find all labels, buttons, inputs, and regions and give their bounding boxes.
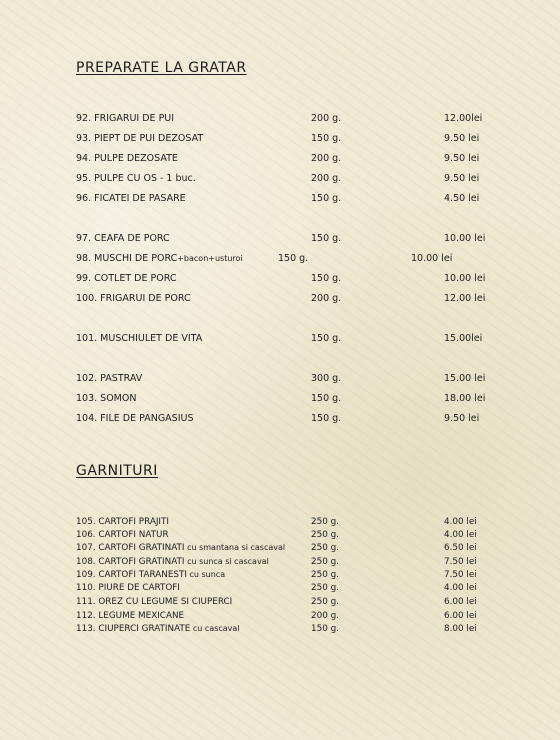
menu-row [0,133,560,147]
item-quantity: 150 g. [311,393,342,404]
item-name: 109. CARTOFI TARANESTI [76,570,187,580]
item-name: 92. FRIGARUI DE PUI [76,113,175,124]
item-name: 103. SOMON [76,393,137,404]
item-name: 111. OREZ CU LEGUME SI CIUPERCI [76,597,233,607]
item-price: 10.00 lei [411,253,453,264]
item-quantity: 250 g. [311,570,339,580]
menu-row [0,173,560,187]
item-quantity: 150 g. [311,133,342,144]
item-quantity: 200 g. [311,153,342,164]
item-name: 98. MUSCHI DE PORC [76,253,178,264]
item-note: cu sunca si cascaval [184,557,269,566]
menu-row [0,233,560,247]
item-price: 10.00 lei [444,233,486,244]
menu-row [0,113,560,127]
item-price: 6.00 lei [444,611,477,621]
item-quantity: 150 g. [311,273,342,284]
menu-row [0,517,560,529]
menu-row [0,583,560,595]
item-name-group [76,253,243,264]
item-name: 95. PULPE CU OS - 1 buc. [76,173,196,184]
item-price: 9.50 lei [444,413,480,424]
section-title-garnish: GARNITURI [76,463,158,479]
item-name: 99. COTLET DE PORC [76,273,177,284]
item-name: 97. CEAFA DE PORC [76,233,170,244]
menu-row [0,253,560,267]
menu-row [0,413,560,427]
menu-row [0,393,560,407]
item-name: 108. CARTOFI GRATINATI [76,557,185,567]
item-name: 94. PULPE DEZOSATE [76,153,178,164]
item-name: 100. FRIGARUI DE PORC [76,293,191,304]
item-quantity: 250 g. [311,530,339,540]
item-name-group [76,557,269,567]
menu-row [0,193,560,207]
item-price: 12.00 lei [444,293,486,304]
menu-row [0,530,560,542]
menu-row [0,570,560,582]
item-price: 7.50 lei [444,570,477,580]
item-quantity: 150 g. [311,413,342,424]
item-quantity: 200 g. [311,293,342,304]
item-name: 93. PIEPT DE PUI DEZOSAT [76,133,204,144]
item-quantity: 150 g. [311,333,342,344]
menu-row [0,333,560,347]
item-price: 10.00 lei [444,273,486,284]
item-name: 96. FICATEI DE PASARE [76,193,186,204]
item-name: 105. CARTOFI PRAJITI [76,517,169,527]
menu-row [0,543,560,555]
item-quantity: 200 g. [311,173,342,184]
item-price: 4.50 lei [444,193,480,204]
item-name: 104. FILE DE PANGASIUS [76,413,194,424]
item-name: 110. PIURE DE CARTOFI [76,583,180,593]
menu-row [0,293,560,307]
item-quantity: 150 g. [311,193,342,204]
item-name: 101. MUSCHIULET DE VITA [76,333,203,344]
section-title-grill: PREPARATE LA GRATAR [76,60,247,76]
item-price: 7.50 lei [444,557,477,567]
item-price: 18.00 lei [444,393,486,404]
item-price: 15.00lei [444,333,483,344]
item-price: 8.00 lei [444,624,477,634]
menu-row [0,624,560,636]
item-price: 9.50 lei [444,133,480,144]
item-name: 107. CARTOFI GRATINATI [76,543,185,553]
item-quantity: 250 g. [311,517,339,527]
item-price: 4.00 lei [444,530,477,540]
item-quantity: 250 g. [311,583,339,593]
item-name: 113. CIUPERCI GRATINATE [76,624,191,634]
item-price: 4.00 lei [444,583,477,593]
item-quantity: 200 g. [311,611,339,621]
item-price: 6.50 lei [444,543,477,553]
item-note: cu cascaval [190,624,240,633]
menu-row [0,611,560,623]
item-quantity: 150 g. [311,624,339,634]
item-price: 4.00 lei [444,517,477,527]
item-quantity: 200 g. [311,113,342,124]
item-price: 12.00lei [444,113,483,124]
item-price: 6.00 lei [444,597,477,607]
menu-row [0,373,560,387]
item-note: cu smantana si cascaval [184,543,286,552]
menu-row [0,597,560,609]
item-name: 106. CARTOFI NATUR [76,530,169,540]
menu-row [0,153,560,167]
menu-row [0,273,560,287]
item-quantity: 250 g. [311,543,339,553]
menu-row [0,557,560,569]
item-name-group [76,570,225,580]
item-note: cu sunca [186,570,226,579]
item-quantity: 250 g. [311,557,339,567]
item-quantity: 150 g. [311,233,342,244]
item-price: 9.50 lei [444,153,480,164]
item-note: +bacon+usturoi [177,254,243,263]
item-name: 102. PASTRAV [76,373,143,384]
item-quantity: 300 g. [311,373,342,384]
item-name: 112. LEGUME MEXICANE [76,611,185,621]
item-quantity: 150 g. [278,253,309,264]
item-name-group [76,543,285,553]
item-quantity: 250 g. [311,597,339,607]
item-name-group [76,624,240,634]
item-price: 9.50 lei [444,173,480,184]
item-price: 15.00 lei [444,373,486,384]
